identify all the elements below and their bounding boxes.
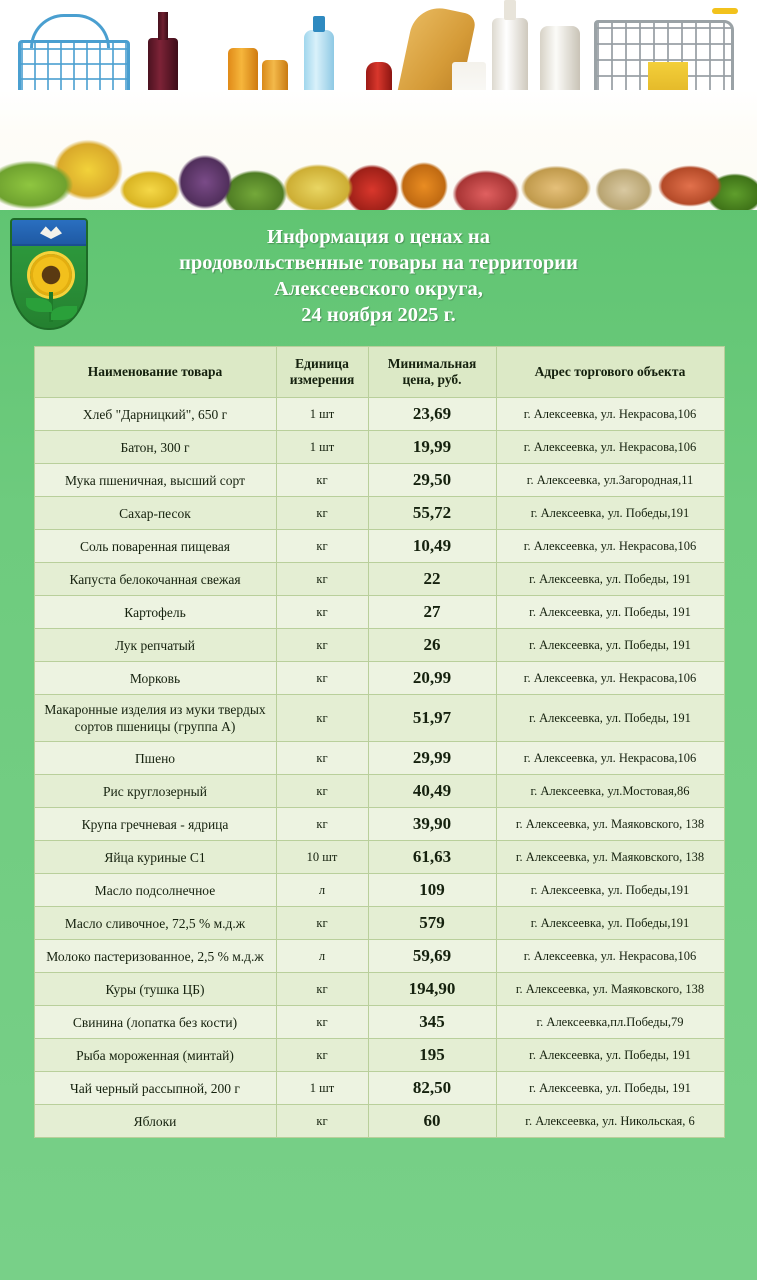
cell-product-name: Рыба мороженная (минтай) xyxy=(34,1039,276,1072)
price-table xyxy=(34,346,725,1138)
cell-price: 39,90 xyxy=(368,808,496,841)
column-header-address: Адрес торгового объекта xyxy=(496,347,724,398)
price-table-wrapper xyxy=(34,346,724,1156)
cell-product-name: Рис круглозерный xyxy=(34,775,276,808)
cell-address: г. Алексеевка, ул. Победы, 191 xyxy=(496,1039,724,1072)
table-row xyxy=(34,464,724,497)
cell-price: 40,49 xyxy=(368,775,496,808)
cell-unit: кг xyxy=(276,695,368,742)
table-row xyxy=(34,775,724,808)
cell-product-name: Соль поваренная пищевая xyxy=(34,530,276,563)
column-header-price: Минимальная цена, руб. xyxy=(368,347,496,398)
cell-product-name: Макаронные изделия из муки твердых сортов пшеницы (группа А) xyxy=(34,695,276,742)
page-title-line-3: Алексеевского округа, xyxy=(274,278,483,300)
cell-product-name: Морковь xyxy=(34,662,276,695)
cell-unit: л xyxy=(276,940,368,973)
cell-unit: 1 шт xyxy=(276,398,368,431)
cell-price: 22 xyxy=(368,563,496,596)
cell-address: г. Алексеевка, ул. Некрасова,106 xyxy=(496,940,724,973)
cell-price: 20,99 xyxy=(368,662,496,695)
cell-price: 195 xyxy=(368,1039,496,1072)
produce-row xyxy=(0,90,757,210)
cell-product-name: Мука пшеничная, высший сорт xyxy=(34,464,276,497)
cell-unit: кг xyxy=(276,775,368,808)
table-row xyxy=(34,742,724,775)
cell-address: г. Алексеевка, ул.Загородная,11 xyxy=(496,464,724,497)
cell-unit: кг xyxy=(276,629,368,662)
cell-price: 51,97 xyxy=(368,695,496,742)
cell-unit: кг xyxy=(276,1039,368,1072)
cell-address: г. Алексеевка, ул. Победы, 191 xyxy=(496,563,724,596)
table-row xyxy=(34,841,724,874)
table-row xyxy=(34,596,724,629)
cell-unit: кг xyxy=(276,563,368,596)
sunflower-leaf-left xyxy=(26,298,52,312)
table-row xyxy=(34,629,724,662)
cell-product-name: Хлеб "Дарницкий", 650 г xyxy=(34,398,276,431)
table-row xyxy=(34,1039,724,1072)
table-row xyxy=(34,695,724,742)
sunflower-icon xyxy=(30,254,72,296)
cell-address: г. Алексеевка, ул. Никольская, 6 xyxy=(496,1105,724,1138)
page-title-line-4: 24 ноября 2025 г. xyxy=(301,304,456,326)
cell-price: 55,72 xyxy=(368,497,496,530)
cell-address: г. Алексеевка, ул. Некрасова,106 xyxy=(496,398,724,431)
table-row xyxy=(34,563,724,596)
cell-unit: кг xyxy=(276,497,368,530)
cell-product-name: Лук репчатый xyxy=(34,629,276,662)
cell-unit: кг xyxy=(276,973,368,1006)
table-body xyxy=(34,398,724,1138)
cell-price: 109 xyxy=(368,874,496,907)
sunflower-leaf-right xyxy=(51,306,77,320)
table-row xyxy=(34,1105,724,1138)
page-title xyxy=(73,224,685,328)
cell-product-name: Молоко пастеризованное, 2,5 % м.д.ж xyxy=(34,940,276,973)
cell-unit: 1 шт xyxy=(276,1072,368,1105)
cell-price: 27 xyxy=(368,596,496,629)
cell-price: 29,99 xyxy=(368,742,496,775)
hero-food-photo xyxy=(0,0,757,210)
table-row xyxy=(34,398,724,431)
cell-address: г. Алексеевка, ул. Маяковского, 138 xyxy=(496,808,724,841)
cell-address: г. Алексеевка, ул. Победы, 191 xyxy=(496,629,724,662)
cell-price: 26 xyxy=(368,629,496,662)
cell-unit: 10 шт xyxy=(276,841,368,874)
cell-price: 82,50 xyxy=(368,1072,496,1105)
page-title-line-2: продовольственные товары на территории xyxy=(179,252,578,274)
cell-product-name: Масло сливочное, 72,5 % м.д.ж xyxy=(34,907,276,940)
column-header-name: Наименование товара xyxy=(34,347,276,398)
cell-product-name: Капуста белокочанная свежая xyxy=(34,563,276,596)
cell-address: г. Алексеевка, ул. Победы, 191 xyxy=(496,596,724,629)
cell-address: г. Алексеевка, ул. Маяковского, 138 xyxy=(496,841,724,874)
cell-address: г. Алексеевка, ул. Победы, 191 xyxy=(496,1072,724,1105)
table-row xyxy=(34,1006,724,1039)
cell-unit: кг xyxy=(276,662,368,695)
cell-product-name: Чай черный рассыпной, 200 г xyxy=(34,1072,276,1105)
cell-address: г. Алексеевка, ул. Победы, 191 xyxy=(496,695,724,742)
table-row xyxy=(34,874,724,907)
column-header-unit: Единица измерения xyxy=(276,347,368,398)
cell-product-name: Крупа гречневая - ядрица xyxy=(34,808,276,841)
table-row xyxy=(34,1072,724,1105)
cell-price: 579 xyxy=(368,907,496,940)
cell-price: 61,63 xyxy=(368,841,496,874)
cell-address: г. Алексеевка, ул. Некрасова,106 xyxy=(496,431,724,464)
title-band xyxy=(0,210,757,338)
cell-price: 10,49 xyxy=(368,530,496,563)
shopping-cart-handle-icon xyxy=(712,8,738,14)
table-row xyxy=(34,530,724,563)
table-row xyxy=(34,497,724,530)
cell-product-name: Пшено xyxy=(34,742,276,775)
table-row xyxy=(34,662,724,695)
cell-address: г. Алексеевка, ул. Некрасова,106 xyxy=(496,662,724,695)
cell-address: г. Алексеевка,пл.Победы,79 xyxy=(496,1006,724,1039)
cell-address: г. Алексеевка, ул. Победы,191 xyxy=(496,907,724,940)
cell-unit: кг xyxy=(276,907,368,940)
table-row xyxy=(34,940,724,973)
table-row xyxy=(34,431,724,464)
cell-price: 60 xyxy=(368,1105,496,1138)
cell-address: г. Алексеевка, ул. Победы,191 xyxy=(496,497,724,530)
cell-product-name: Яблоки xyxy=(34,1105,276,1138)
page-title-line-1: Информация о ценах на xyxy=(267,226,490,248)
cell-unit: л xyxy=(276,874,368,907)
cell-unit: кг xyxy=(276,1006,368,1039)
cell-address: г. Алексеевка, ул. Победы,191 xyxy=(496,874,724,907)
table-row xyxy=(34,907,724,940)
cell-price: 19,99 xyxy=(368,431,496,464)
cell-unit: кг xyxy=(276,1105,368,1138)
cell-price: 59,69 xyxy=(368,940,496,973)
table-row xyxy=(34,973,724,1006)
cell-price: 194,90 xyxy=(368,973,496,1006)
table-header-row xyxy=(34,347,724,398)
crest-shield xyxy=(10,218,88,330)
coat-of-arms-icon xyxy=(10,218,88,330)
cell-unit: 1 шт xyxy=(276,431,368,464)
table-row xyxy=(34,808,724,841)
cell-price: 29,50 xyxy=(368,464,496,497)
cell-product-name: Сахар-песок xyxy=(34,497,276,530)
cell-unit: кг xyxy=(276,596,368,629)
cell-product-name: Картофель xyxy=(34,596,276,629)
cell-price: 345 xyxy=(368,1006,496,1039)
cell-product-name: Батон, 300 г xyxy=(34,431,276,464)
cell-unit: кг xyxy=(276,464,368,497)
cell-address: г. Алексеевка, ул. Маяковского, 138 xyxy=(496,973,724,1006)
cell-unit: кг xyxy=(276,742,368,775)
table-head xyxy=(34,347,724,398)
cell-address: г. Алексеевка, ул.Мостовая,86 xyxy=(496,775,724,808)
cell-unit: кг xyxy=(276,808,368,841)
cell-product-name: Куры (тушка ЦБ) xyxy=(34,973,276,1006)
cell-product-name: Свинина (лопатка без кости) xyxy=(34,1006,276,1039)
cell-product-name: Масло подсолнечное xyxy=(34,874,276,907)
cell-price: 23,69 xyxy=(368,398,496,431)
cell-address: г. Алексеевка, ул. Некрасова,106 xyxy=(496,742,724,775)
cell-product-name: Яйца куриные С1 xyxy=(34,841,276,874)
cell-address: г. Алексеевка, ул. Некрасова,106 xyxy=(496,530,724,563)
cell-unit: кг xyxy=(276,530,368,563)
